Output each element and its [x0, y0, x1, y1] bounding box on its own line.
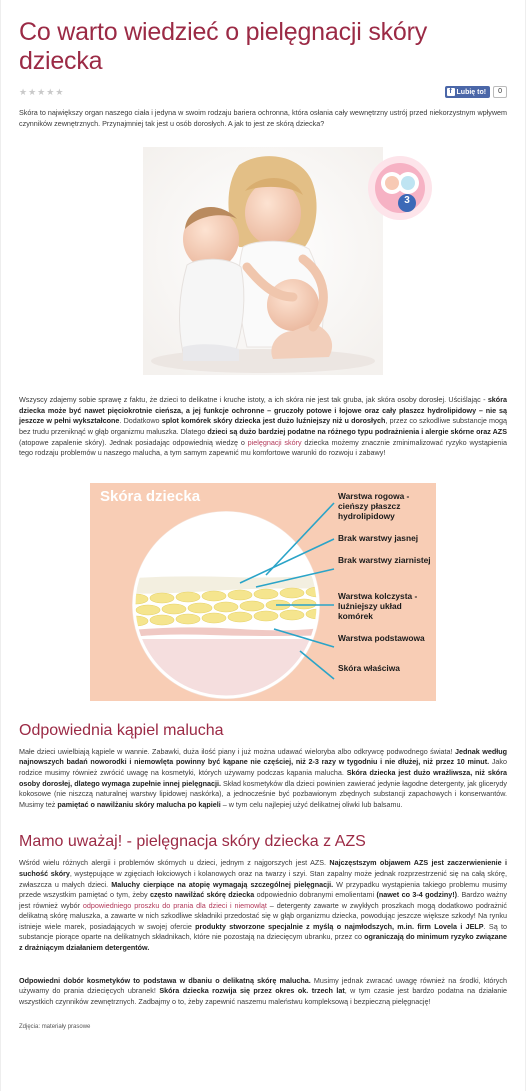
- photo-credits: [19, 1023, 507, 1031]
- age-badge-icon: [365, 153, 435, 223]
- article-title: Co warto wiedzieć o pielęgnacji skóry dziecka: [19, 18, 428, 75]
- rating-stars[interactable]: [19, 88, 63, 97]
- skin-layer-label: Warstwa podstawowa: [338, 632, 425, 643]
- photo-credits-value: materiały prasowe: [41, 1024, 91, 1031]
- paragraph-azs: Wśród wielu różnych alergii i problemów skórnych u dzieci, jednym z najgorszych jest AZS. Najczęstszym objawem AZS jest zaczerwienienie i suchość skóry, występujące w zgięciach łokciowych i kolanowych oraz na twarzy i szyi. Stan zapalny może jednak rozprzestrzenić się na całą skórę, zwłaszcza u małych dzieci. Maluchy cierpiące na atopię wymagają szczególnej pielęgnacji. W przypadku wystąpienia takiego problemu musimy przede wszystkim pamiętać o tym, żeby często nawilżać skórę dziecka odpowiednio dobranymi emolientami (nawet co 3-4 godziny!). Bardzo ważny jest również wybór odpowiedniego proszku do prania dla dzieci i niemowląt – detergenty zawarte w zwykłych proszkach mogą dodatkowo podrażnić delikatną skórę maluszka, a zawarte w nich szkodliwe składniki przedostać się w głąb organizmu dziecka, powodując jeszcze większe szkody! Na rynku istnieje wiele marek, posiadających w swojej ofercie produkty stworzone specjalnie z myślą o najmłodszych, m.in. firm Lovela i JELP. Są to substancje piorące oparte na delikatnych składnikach, które nie pozostają na dziecięcym ubranku, przez co ograniczają do minimum ryzyko związane z drażniącym działaniem detergentów.: [19, 858, 508, 953]
- age-badge-number: 3: [404, 195, 410, 207]
- facebook-like: [445, 86, 507, 98]
- star-icon[interactable]: ★: [46, 86, 55, 97]
- facebook-like-count: 0: [493, 86, 507, 98]
- facebook-icon: f: [447, 88, 455, 96]
- facebook-like-label: Lubię to!: [456, 88, 487, 96]
- children-photo: [143, 147, 410, 375]
- paragraph-skin-facts: Wszyscy zdajemy sobie sprawę z faktu, że dzieci to delikatne i kruche istoty, a ich skóra nie jest tak gruba, jak skóra osoby dorosłej. Uściślając - skóra dziecka może być nawet pięciokrotnie cieńsza, a jej funkcje ochronne – gruczoły potowe i łojowe oraz cały płaszcz hydrolipidowy – nie są jeszcze w pełni wykształcone. Dodatkowo splot komórek skóry dziecka jest dużo luźniejszy niż u dorosłych, przez co szkodliwe substancje mogą bez trudu przeniknąć w głąb organizmu maluszka. Dlatego dzieci są dużo bardziej podatne na różnego typu podrażnienia i alergie skórne oraz AZS (atopowe zapalenie skóry). Jednak posiadając odpowiednią wiedzę o pielęgnacji skóry dziecka możemy znacznie zminimalizować ryzyko wystąpienia tego rodzaju problemów u naszego malucha, a tym samym zapewnić mu komfortowe warunki do rozwoju i zabawy!: [19, 395, 507, 458]
- skin-layer-labels: [338, 491, 434, 675]
- article-meta: [19, 84, 507, 100]
- section-heading-azs: Mamo uważaj! - pielęgnacja skóry dziecka z AZS: [19, 833, 366, 851]
- paragraph-bath: Małe dzieci uwielbiają kąpiele w wannie. Zabawki, duża ilość piany i już można udawać wieloryba albo odkrywcę podwodnego świata! Jednak według najnowszych badań noworodki i niemowlęta powinny być kąpane nie częściej, niż 2-3 razy w tygodniu i nie dłużej, niż przez 10 minut. Jako rodzice musimy również zwrócić uwagę na kosmetyki, których używamy podczas kąpania malucha. Skóra dziecka jest dużo wrażliwsza, niż skóra osoby dorosłej, dlatego wymaga zupełnie innej pielęgnacji. Skład kosmetyków dla dzieci powinien zawierać jedynie łagodne detergenty, jak glicerydy kokosowe (nie niszczą naturalnej warstwy lipidowej naskórka), a jednocześnie być pozbawionym zbędnych substancji zapachowych i konserwantów. Musimy też pamiętać o nawilżaniu skóry malucha po kąpieli – w tym celu najlepiej użyć delikatnej oliwki lub balsamu.: [19, 746, 507, 809]
- skin-layer-label: Brak warstwy jasnej: [338, 532, 419, 543]
- intro-paragraph: Skóra to największy organ naszego ciała i jedyna w swoim rodzaju bariera ochronna, która osłania cały wewnętrzny ustrój przed niekorzystnym wpływem czynników zewnętrznych. Przynajmniej tak jest u osób dorosłych. A jak to jest ze skórą dziecka?: [19, 108, 507, 128]
- paragraph-summary: Odpowiedni dobór kosmetyków to podstawa w dbaniu o delikatną skórę malucha. Musimy jednak zwracać uwagę również na środki, których używamy do prania dziecięcych ubranek! Skóra dziecka rozwija się przez okres ok. trzech lat, w tym czasie jest bardzo podatna na działanie wszystkich czynników zewnętrznych. Zadbajmy o to, żeby zapewnić naszemu maleństwu kompleksową i bezpieczną pielęgnację!: [19, 975, 507, 1006]
- skin-diagram: [90, 483, 436, 701]
- skin-layer-label: Warstwa rogowa -cieńszy płaszcz hydrolipidowy: [338, 490, 410, 521]
- children-photo-image: [143, 147, 383, 375]
- star-icon[interactable]: ★: [37, 86, 46, 97]
- link-skin-care[interactable]: pielęgnacji skóry: [247, 437, 302, 447]
- star-icon[interactable]: ★: [28, 86, 37, 97]
- skin-layer-label: Warstwa kolczysta -luźniejszy układ komórek: [338, 590, 418, 621]
- section-heading-bath: Odpowiednia kąpiel malucha: [19, 721, 224, 739]
- skin-diagram-title: Skóra dziecka: [100, 487, 201, 505]
- link-washing-powder[interactable]: odpowiedniego proszku do prania dla dzieci i niemowląt: [82, 900, 267, 910]
- skin-layer-label: Brak warstwy ziarnistej: [338, 554, 431, 565]
- skin-layer-label: Skóra właściwa: [338, 662, 400, 673]
- star-icon[interactable]: ★: [55, 86, 64, 97]
- facebook-like-button[interactable]: [445, 86, 491, 98]
- star-icon[interactable]: ★: [19, 86, 28, 97]
- photo-credits-label: Zdjęcia:: [19, 1024, 41, 1031]
